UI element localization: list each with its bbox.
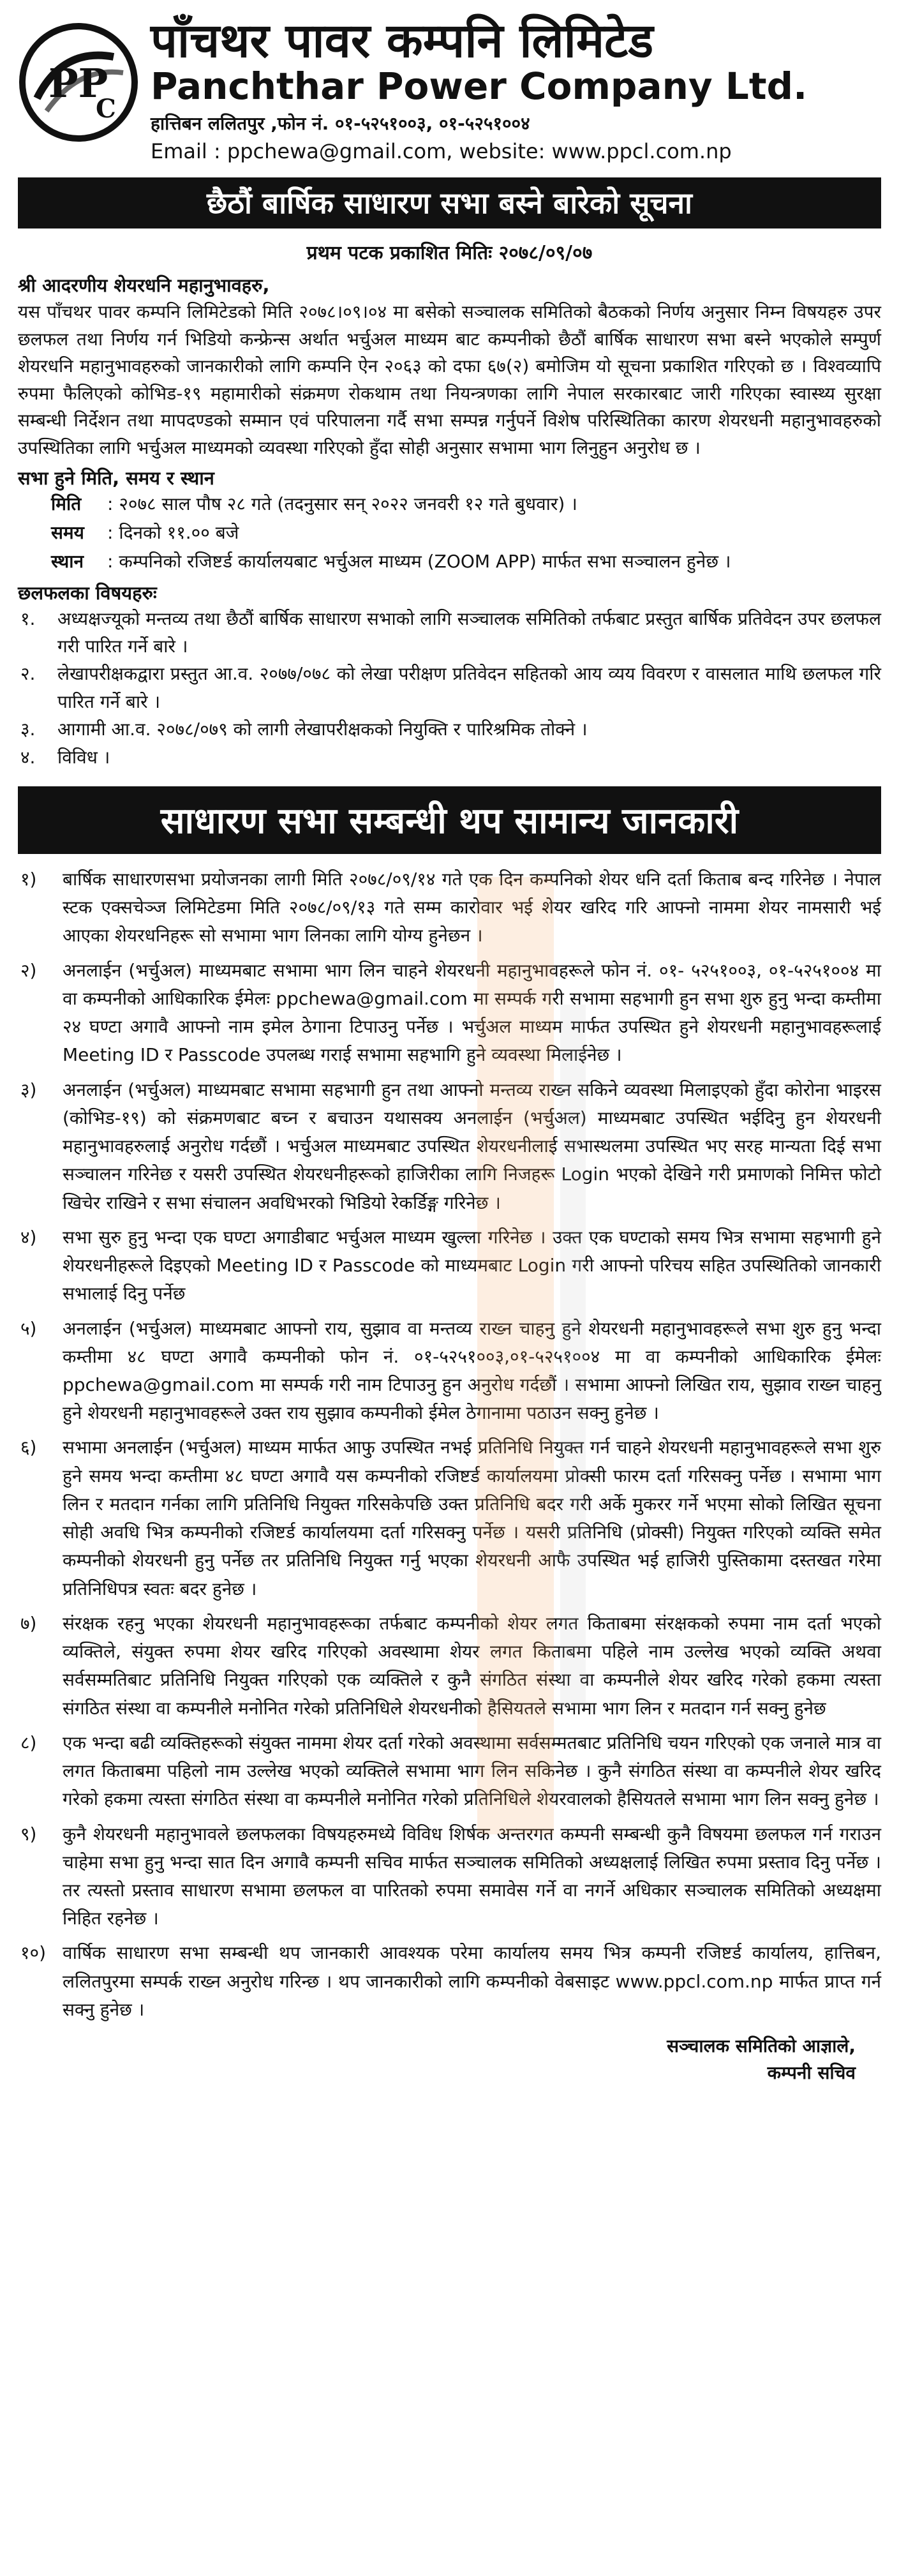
info-item: ७) संरक्षक रहनु भएका शेयरधनी महानुभावहरूका तर्फबाट कम्पनीको शेयर लगत किताबमा संरक्षकको रुपमा नाम दर्ता भएको व्यक्तिले, संयुक्त रुपमा शेयर खरिद गरिएको अवस्थामा शेयर लगत किताबमा पहिले नाम उल्लेख भएको व्यक्ति अथवा सर्वसम्मतिबाट प्रतिनिधि नियुक्त गरिएको एक व्यक्तिले र कुनै संगठित संस्था वा कम्पनीले शेयर खरिद गरेको हकमा त्यस्ता संगठित संस्था वा कम्पनीले मनोनित गरेको प्रतिनिधिले शेयरधनीको हैसियतले सभामा भाग लिन र मतदान गर्न सक्नु हुनेछ — [20, 1612, 881, 1719]
publication-date: प्रथम पटक प्रकाशित मितिः २०७८/०९/०७ — [306, 242, 593, 264]
meeting-detail-row: समय : दिनको ११.०० बजे — [51, 522, 239, 544]
info-item: ३) अनलाईन (भर्चुअल) माध्यमबाट सभामा सहभागी हुन तथा आफ्नो मन्तव्य राख्न सकिने व्यवस्था मिलाइएको हुँदा कोरोना भाइरस (कोभिड-१९) को संक्रमणबाट बच्न र बचाउन यथासक्य अनलाईन (भर्चुअल) माध्यमबाट उपस्थित भईदिनु हुन शेयरधनी महानुभावहरुलाई अनुरोध गर्दछौं । भर्चुअल माध्यमबाट उपस्थित शेयरधनीलाई सभास्थलमा उपस्थित भए सरह मान्यता दिई सभा सञ्चालन गरिनेछ र यसरी उपस्थित शेयरधनीहरूको हाजिरीका लागि निजहरू Login भएको देखिने गरी प्रमाणको निमित्त फोटो खिचेर राखिने र सभा संचालन अवधिभरको भिडियो रेकर्डिङ्ग गरिनेछ । — [20, 1079, 881, 1213]
notice-title: छैठौं बार्षिक साधारण सभा बस्ने बारेको सूचना — [18, 177, 881, 228]
agenda-item: ४. विविध । — [20, 746, 110, 768]
intro-paragraph: यस पाँचथर पावर कम्पनि लिमिटेडको मिति २०७८।०९।०४ मा बसेको सञ्चालक समितिको बैठकको निर्णय अनुसार निम्न विषयहरु उपर छलफल तथा निर्णय गर्न भिडियो कन्फ्रेन्स अर्थात भर्चुअल माध्यम बाट कम्पनीको छैठौं बार्षिक साधारण सभा बस्ने भएकोले सम्पुर्ण शेयरधनि महानुभावहरुको जानकारीको लागि कम्पनि ऐन २०६३ को दफा ६७(२) बमोजिम यो सूचना प्रकाशित गरिएको छ । विश्वव्यापि रुपमा फैलिएको कोभिड-१९ महामारीको संक्रमण रोकथाम तथा नियन्त्रणका लागि नेपाल सरकारबाट जारी गरिएका स्वास्थ्य सुरक्षा सम्बन्धी निर्देशन तथा मापदण्डको सम्मान एवं परिपालना गर्दै सभा सम्पन्न गर्नुपर्ने विशेष परिस्थितिका कारण शेयरधनी महानुभावहरुको उपस्थितिका लागि भर्चुअल माध्यमको व्यवस्था गरिएको हुँदा सोही अनुसार सभामा भाग लिनुहुन अनुरोध छ । — [18, 301, 881, 458]
signature-line-title: कम्पनी सचिव — [767, 2062, 856, 2084]
general-info-list — [18, 865, 881, 2024]
info-item: ८) एक भन्दा बढी व्यक्तिहरूको संयुक्त नाममा शेयर दर्ता गरेको अवस्थामा सर्वसम्मतबाट प्रतिनिधि चयन गरिएको एक जनाले मात्र वा लगत किताबमा पहिलो नाम उल्लेख भएको व्यक्तिले सभामा भाग लिन सकिनेछ । कुनै संगठित संस्था वा कम्पनीले शेयर खरिद गरेको हकमा त्यस्ता संगठित संस्था वा कम्पनीले मनोनित गरेको प्रतिनिधिले शेयरवालको हैसियतले सभामा भाग लिन सक्नु हुनेछ । — [20, 1732, 881, 1810]
agenda-item: २. लेखापरीक्षकद्वारा प्रस्तुत आ.व. २०७७/०७८ को लेखा परीक्षण प्रतिवेदन सहितको आय व्यय विवरण र वासलात माथि छलफल गरि पारित गर्ने बारे । — [20, 663, 881, 712]
agenda-heading: छलफलका विषयहरुः — [18, 581, 157, 604]
meeting-details — [18, 490, 881, 576]
company-name-english: Panchthar Power Company Ltd. — [151, 64, 808, 109]
general-info-title: साधारण सभा सम्बन्धी थप सामान्य जानकारी — [18, 786, 881, 854]
notice-page — [18, 15, 881, 2543]
info-item: १) बार्षिक साधारणसभा प्रयोजनका लागी मिति २०७८/०९/१४ गते एक दिन कम्पनिको शेयर धनि दर्ता किताब बन्द गरिनेछ । नेपाल स्टक एक्सचेञ्ज लिमिटेडमा मिति २०७८/०९/१३ गते सम्म कारोवार भई शेयर खरिद गरि आफ्नो नाममा शेयर नामसारी भई आएका शेयरधनिहरू सो सभामा भाग लिनका लागि योग्य हुनेछन । — [20, 869, 881, 947]
info-item: १०) वार्षिक साधारण सभा सम्बन्धी थप जानकारी आवश्यक परेमा कार्यालय समय भित्र कम्पनी रजिष्टर्ड कार्यालय, हात्तिबन, ललितपुरमा सम्पर्क राख्न अनुरोध गरिन्छ । थप जानकारीको लागि कम्पनीको वेबसाइट www.ppcl.com.np मार्फत प्राप्त गर्न सक्नु हुनेछ । — [20, 1942, 881, 2020]
svg-text:PP: PP — [48, 60, 108, 107]
info-item: ४) सभा सुरु हुनु भन्दा एक घण्टा अगाडीबाट भर्चुअल माध्यम खुल्ला गरिनेछ । उक्त एक घण्टाको समय भित्र सभामा सहभागी हुने शेयरधनीहरूले दिइएको Meeting ID र Passcode को माध्यमबाट Login गरी आफ्नो परिचय सहित उपस्थितिको जानकारी सभालाई दिनु पर्नेछ — [20, 1226, 881, 1305]
info-item: २) अनलाईन (भर्चुअल) माध्यमबाट सभामा भाग लिन चाहने शेयरधनी महानुभावहरूले फोन नं. ०१- ५२५१००३, ०१-५२५१००४ मा वा कम्पनीको आधिकारिक ईमेलः ppchewa@gmail.com मा सम्पर्क गरी सभामा सहभागी हुन सभा शुरु हुनु भन्दा कम्तीमा २४ घण्टा अगावै आफ्नो नाम इमेल ठेगाना टिपाउनु पर्नेछ । भर्चुअल माध्यम मार्फत उपस्थित हुने शेयरधनी महानुभावहरूलाई Meeting ID र Passcode उपलब्ध गराई सभामा सहभागि हुने व्यवस्था मिलाईनेछ । — [20, 959, 881, 1066]
info-item: ९) कुनै शेयरधनी महानुभावले छलफलका विषयहरुमध्ये विविध शिर्षक अन्तरगत कम्पनी सम्बन्धी कुनै विषयमा छलफल गर्न गराउन चाहेमा सभा हुनु भन्दा सात दिन अगावै कम्पनी सचिव मार्फत सञ्चालक समितिको अध्यक्षलाई लिखित रुपमा प्रस्ताव दिनु पर्नेछ । तर त्यस्तो प्रस्ताव साधारण सभामा छलफल वा पारितको रुपमा समावेस गर्ने वा नगर्ने अधिकार सञ्चालक समितिको अध्यक्षमा निहित रहनेछ । — [20, 1823, 881, 1929]
info-item: ५) अनलाईन (भर्चुअल) माध्यमबाट आफ्नो राय, सुझाव वा मन्तव्य राख्न चाहनु हुने शेयरधनी महानुभावहरूले सभा शुरु हुनु भन्दा कम्तीमा ४८ घण्टा अगावै कम्पनीको फोन नं. ०१-५२५१००३,०१-५२५१००४ मा वा कम्पनीको आधिकारिक ईमेलः ppchewa@gmail.com मा सम्पर्क गरी नाम टिपाउनु हुन अनुरोध गर्दछौं । सभामा आफ्नो लिखित राय, सुझाव राख्न चाहनु हुने शेयरधनी महानुभावहरूले उक्त राय सुझाव कम्पनीको ईमेल ठेगानामा पठाउन सक्नु हुनेछ । — [20, 1317, 881, 1424]
meeting-detail-row: मिति : २०७८ साल पौष २८ गते (तदनुसार सन् २०२२ जनवरी १२ गते बुधवार) । — [51, 493, 577, 515]
salutation: श्री आदरणीय शेयरधनि महानुभावहरु, — [18, 274, 270, 296]
signature-line-authority: सञ्चालक समितिको आज्ञाले, — [667, 2035, 856, 2057]
info-item: ६) सभामा अनलाईन (भर्चुअल) माध्यम मार्फत आफु उपस्थित नभई प्रतिनिधि नियुक्त गर्न चाहने शेयरधनी महानुभावहरूले सभा शुरु हुने समय भन्दा कम्तीमा ४८ घण्टा अगावै यस कम्पनीको रजिष्टर्ड कार्यालयमा प्रोक्सी फारम दर्ता गरिसक्नु पर्नेछ । सभामा भाग लिन र मतदान गर्नका लागि प्रतिनिधि नियुक्त गरिसकेपछि उक्त प्रतिनिधि बदर गरी अर्के मुकरर गर्ने भएमा सोको लिखित सूचना सोही अवधि भित्र कम्पनीको रजिष्टर्ड कार्यालयमा दर्ता गरिसक्नु पर्नेछ । यसरी प्रतिनिधि (प्रोक्सी) नियुक्त गरिएको व्यक्ति समेत कम्पनीको शेयरधनी हुनु पर्नेछ तर प्रतिनिधि नियुक्त गर्नु भएका शेयरधनी आफै उपस्थित भई हाजिरी पुस्तिकामा दस्तखत गरेमा प्रतिनिधिपत्र स्वतः बदर हुनेछ । — [20, 1437, 881, 1599]
company-name-nepali: पाँचथर पावर कम्पनि लिमिटेड — [151, 13, 653, 68]
agenda-item: ३. आगामी आ.व. २०७८/०७९ को लागी लेखापरीक्षकको नियुक्ति र पारिश्रमिक तोक्ने । — [20, 719, 588, 740]
company-address: हात्तिबन ललितपुर ,फोन नं. ०१-५२५१००३, ०१-५२५१००४ — [151, 113, 530, 135]
meeting-detail-row: स्थान : कम्पनिको रजिष्टर्ड कार्यालयबाट भर्चुअल माध्यम (ZOOM APP) मार्फत सभा सञ्चालन हुनेछ । — [51, 550, 731, 572]
signature-block — [18, 2033, 881, 2086]
letterhead — [18, 15, 881, 175]
svg-text:C: C — [96, 94, 116, 124]
agenda-list — [18, 605, 881, 771]
meeting-heading: सभा हुने मिति, समय र स्थान — [18, 467, 214, 490]
company-contact: Email : ppchewa@gmail.com, website: www.ppcl.com.np — [151, 139, 732, 164]
agenda-item: १. अध्यक्षज्यूको मन्तव्य तथा छैठौं बार्षिक साधारण सभाको लागि सञ्चालक समितिको तर्फबाट प्रस्तुत बार्षिक प्रतिवेदन उपर छलफल गरी पारित गर्ने बारे । — [20, 608, 881, 657]
company-logo — [18, 22, 139, 143]
